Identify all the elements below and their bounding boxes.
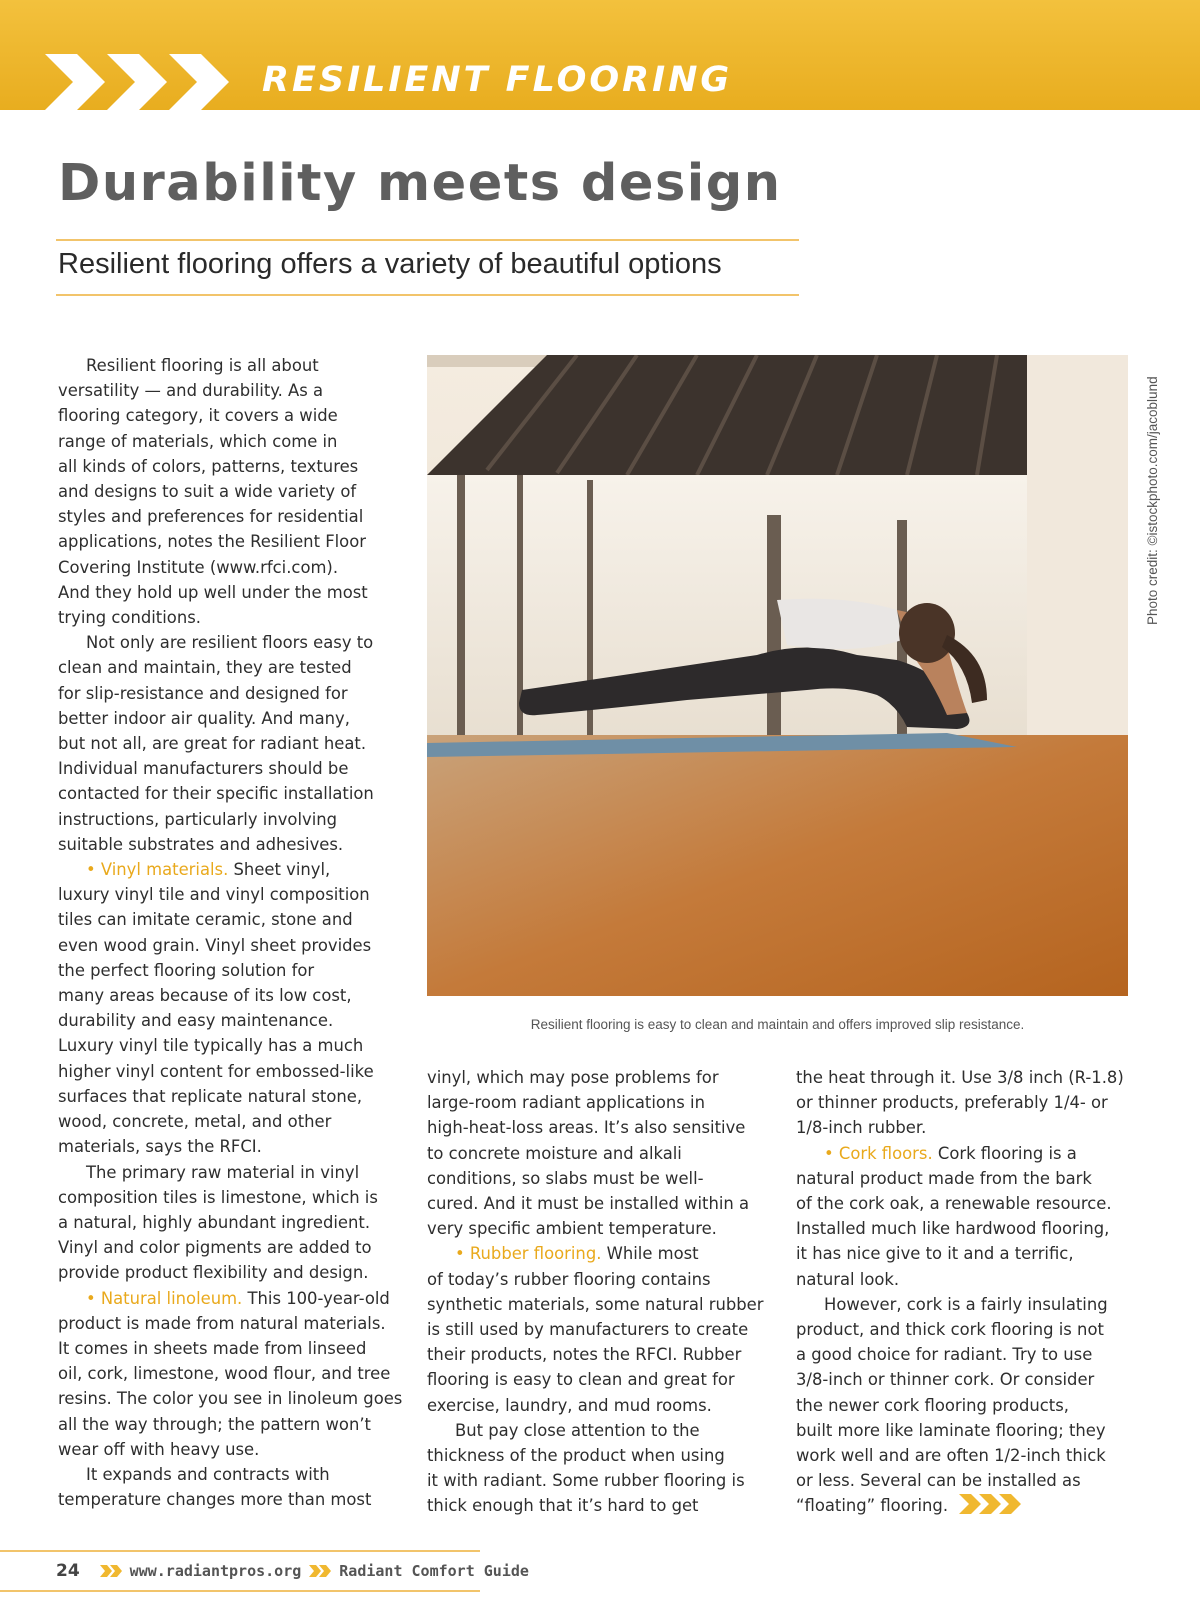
photo-credit: Photo credit: ©istockphoto.com/jacoblund [1145, 376, 1160, 625]
text-fragment: Cork flooring is a [932, 1143, 1077, 1163]
text-line: resins. The color you see in linoleum goes [58, 1389, 403, 1409]
text-line [58, 1286, 408, 1311]
vinyl-materials-heading: • Vinyl materials. [86, 860, 229, 880]
text-line: surfaces that replicate natural stone, [58, 1086, 363, 1106]
text-line: 1/8-inch rubber. [796, 1118, 927, 1138]
text-line: of today’s rubber flooring contains [427, 1269, 711, 1289]
text-line: of the cork oak, a renewable resource. [796, 1194, 1112, 1214]
article-column-2 [427, 1065, 777, 1519]
text-line: product, and thick cork flooring is not [796, 1320, 1104, 1340]
text-line: Individual manufacturers should be [58, 759, 349, 779]
photo-caption: Resilient flooring is easy to clean and maintain and offers improved slip resistance. [530, 1017, 1025, 1032]
section-banner [0, 0, 1200, 110]
text-line: many areas because of its low cost, [58, 986, 352, 1006]
text-line: Vinyl and color pigments are added to [58, 1238, 372, 1258]
chevron-arrows-icon [45, 54, 260, 110]
text-line: And they hold up well under the most [58, 582, 368, 602]
text-line: instructions, particularly involving [58, 809, 338, 829]
text-line: or thinner products, preferably 1/4- or [796, 1093, 1108, 1113]
text-line [796, 1493, 1146, 1518]
text-line: cured. And it must be installed within a [427, 1194, 750, 1214]
text-line: flooring is easy to clean and great for [427, 1370, 735, 1390]
chevron-icon [100, 1565, 122, 1577]
text-line: wear off with heavy use. [58, 1439, 260, 1459]
text-line: trying conditions. [58, 608, 201, 628]
page-footer [56, 1560, 529, 1582]
text-line [427, 1241, 777, 1266]
text-line: even wood grain. Vinyl sheet provides [58, 935, 372, 955]
text-line: it has nice give to it and a terrific, [796, 1244, 1074, 1264]
text-line: clean and maintain, they are tested [58, 658, 352, 678]
text-line [58, 857, 408, 882]
text-line: product is made from natural materials. [58, 1313, 386, 1333]
natural-linoleum-heading: • Natural linoleum. [86, 1288, 243, 1308]
text-line: contacted for their specific installation [58, 784, 374, 804]
text-line: better indoor air quality. And many, [58, 708, 350, 728]
text-line: flooring category, it covers a wide [58, 406, 338, 426]
text-line: very specific ambient temperature. [427, 1219, 717, 1239]
text-line: 3/8-inch or thinner cork. Or consider [796, 1370, 1095, 1390]
website-link[interactable]: www.radiantpros.org [129, 1562, 302, 1580]
text-line: But pay close attention to the [455, 1420, 700, 1440]
text-line: wood, concrete, metal, and other [58, 1112, 332, 1132]
page-title: Durability meets design [58, 154, 782, 213]
text-line: higher vinyl content for embossed-like [58, 1061, 374, 1081]
text-line: versatility — and durability. As a [58, 381, 324, 401]
article-column-3 [796, 1065, 1146, 1519]
text-line: the newer cork flooring products, [796, 1395, 1069, 1415]
text-line: Resilient flooring is all about [86, 356, 319, 375]
text-line: all the way through; the pattern won’t [58, 1414, 371, 1434]
text-line: temperature changes more than most [58, 1490, 372, 1510]
text-line: Covering Institute (www.rfci.com). [58, 557, 339, 577]
text-fragment: This 100-year-old [242, 1288, 390, 1308]
text-line: and designs to suit a wide variety of [58, 482, 357, 502]
text-line [796, 1141, 1146, 1166]
subtitle-top-rule [56, 239, 799, 241]
text-line: It comes in sheets made from linseed [58, 1338, 367, 1358]
text-line: conditions, so slabs must be well- [427, 1168, 704, 1188]
text-line: their products, notes the RFCI. Rubber [427, 1345, 742, 1365]
text-line: a natural, highly abundant ingredient. [58, 1212, 371, 1232]
text-line: the heat through it. Use 3/8 inch (R-1.8) [796, 1068, 1124, 1087]
text-line: Not only are resilient floors easy to [86, 633, 374, 653]
page-subtitle: Resilient flooring offers a variety of beautiful options [58, 248, 722, 280]
text-line: composition tiles is limestone, which is [58, 1187, 378, 1207]
text-line: oil, cork, limestone, wood flour, and tree [58, 1364, 391, 1384]
text-line: but not all, are great for radiant heat. [58, 734, 367, 754]
text-line: or less. Several can be installed as [796, 1471, 1081, 1491]
text-line: The primary raw material in vinyl [86, 1162, 360, 1182]
text-line: exercise, laundry, and mud rooms. [427, 1395, 712, 1415]
text-line: applications, notes the Resilient Floor [58, 532, 366, 552]
text-line: vinyl, which may pose problems for [427, 1068, 719, 1087]
end-of-article-chevrons-icon [959, 1494, 1023, 1514]
text-line: natural product made from the bark [796, 1168, 1092, 1188]
hero-photo [427, 355, 1128, 996]
text-line: durability and easy maintenance. [58, 1011, 334, 1031]
text-fragment: “floating” flooring. [796, 1496, 949, 1516]
text-line: Luxury vinyl tile typically has a much [58, 1036, 364, 1056]
text-line: built more like laminate flooring; they [796, 1420, 1106, 1440]
text-line: thick enough that it’s hard to get [427, 1496, 699, 1516]
text-line: luxury vinyl tile and vinyl composition [58, 885, 370, 905]
text-line: materials, says the RFCI. [58, 1137, 262, 1157]
rubber-flooring-heading: • Rubber flooring. [455, 1244, 602, 1264]
text-line: a good choice for radiant. Try to use [796, 1345, 1093, 1365]
page-number: 24 [56, 1561, 80, 1581]
text-line: Installed much like hardwood flooring, [796, 1219, 1110, 1239]
publication-name: Radiant Comfort Guide [339, 1562, 529, 1580]
text-line: styles and preferences for residential [58, 507, 364, 527]
text-line: it with radiant. Some rubber flooring is [427, 1471, 745, 1491]
subtitle-bottom-rule [56, 294, 799, 296]
text-line: natural look. [796, 1269, 900, 1289]
text-fragment: Sheet vinyl, [228, 860, 331, 880]
text-line: range of materials, which come in [58, 431, 338, 451]
text-line: the perfect flooring solution for [58, 960, 315, 980]
text-line: to concrete moisture and alkali [427, 1143, 682, 1163]
text-line: However, cork is a fairly insulating [824, 1294, 1108, 1314]
text-line: tiles can imitate ceramic, stone and [58, 910, 353, 930]
cork-floors-heading: • Cork floors. [824, 1143, 933, 1163]
article-column-1 [58, 353, 408, 1512]
text-line: work well and are often 1/2-inch thick [796, 1446, 1106, 1466]
text-line: is still used by manufacturers to create [427, 1320, 749, 1340]
footer-bottom-rule [0, 1590, 480, 1592]
text-line: high-heat-loss areas. It’s also sensitive [427, 1118, 746, 1138]
text-line: synthetic materials, some natural rubber [427, 1294, 764, 1314]
section-title: RESILIENT FLOORING [262, 60, 733, 100]
woman-doing-plank-photo [427, 355, 1128, 996]
text-fragment: While most [601, 1244, 699, 1264]
text-line: suitable substrates and adhesives. [58, 834, 344, 854]
text-line: for slip-resistance and designed for [58, 683, 348, 703]
text-line: large-room radiant applications in [427, 1093, 705, 1113]
text-line: provide product flexibility and design. [58, 1263, 369, 1283]
footer-top-rule [0, 1550, 480, 1552]
text-line: thickness of the product when using [427, 1446, 725, 1466]
text-line: all kinds of colors, patterns, textures [58, 456, 359, 476]
chevron-icon [309, 1565, 331, 1577]
text-line: It expands and contracts with [86, 1464, 330, 1484]
